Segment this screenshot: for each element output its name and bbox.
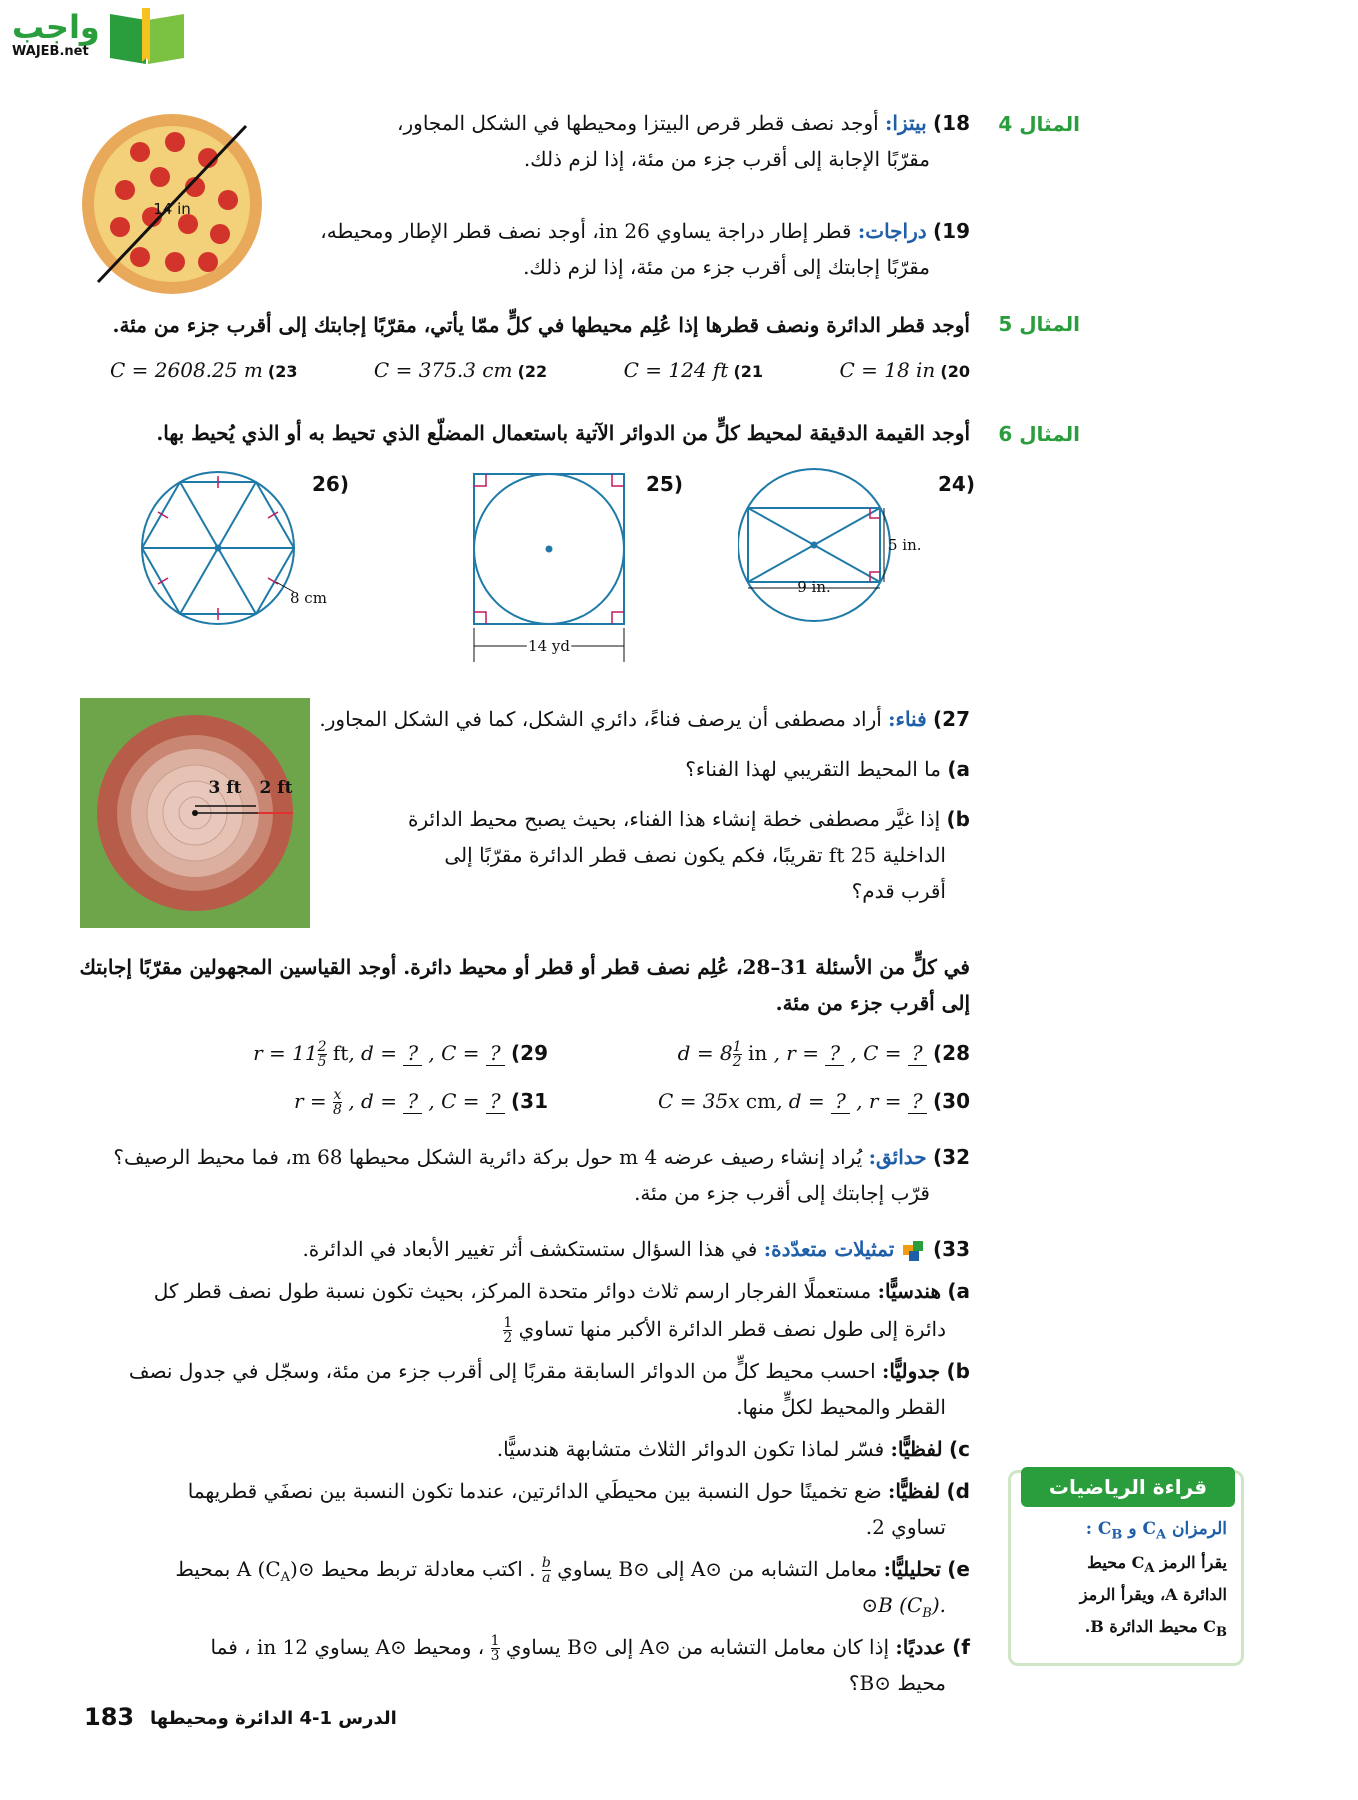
q33-d2: تساوي 2. [865,1515,946,1539]
reading-line3: الدائرة A، ويقرأ الرمز [1079,1585,1227,1604]
q28-31-intro2: إلى أقرب جزء من مئة. [775,991,970,1015]
q29: 29) r = 11 $\frac{2}{5}$ ft, d = ? , C = ? [253,1039,548,1070]
q30: 30) C = 35x cm, d = ? , r = ? [658,1089,970,1113]
q22: 22) C = 375.3 cm [373,358,548,382]
q26-number: 26) [312,472,349,496]
book-icon [106,4,188,66]
patio-outer-label: 2 ft [259,778,293,798]
q33-b1: b) جدوليًّا: احسب محيط كلٍّ من الدوائر السابقة مقربًا إلى أقرب جزء من مئة، وسجّل في جدول نصف [128,1359,970,1383]
reading-line1: الرمزان $C_A$ و $C_B$ : [1085,1519,1227,1543]
q33-f1: f) عدديًا: إذا كان معامل التشابه من ⊙A إلى ⊙B يساوي $\frac{1}{3}$ ، ومحيط ⊙A يساوي 12 in ، فما [210,1633,970,1664]
q24-figure [738,468,928,628]
page-number: 183 [84,1703,135,1731]
ex5-instruction: أوجد قطر الدائرة ونصف قطرها إذا عُلِم محيطها في كلٍّ ممّا يأتي، مقرّبًا إجابتك إلى أقرب جزء من مئة. [112,313,970,337]
q32-line1: 32) حدائق: يُراد إنشاء رصيف عرضه 4 m حول بركة دائرية الشكل محيطها 68 m، فما محيط الرصيف؟ [113,1145,970,1169]
logo-arabic: واجب [12,8,100,46]
logo-latin: WAJEB.net [12,44,89,59]
ex6-instruction: أوجد القيمة الدقيقة لمحيط كلٍّ من الدوائر الآتية باستعمال المضلّع الذي تحيط به أو الذي يُحيط بها. [156,421,970,445]
pizza-figure [80,112,264,296]
lesson-title: الدرس 1-4 الدائرة ومحيطها [150,1708,397,1729]
q18-text1: أوجد نصف قطر قرص البيتزا ومحيطها في الشكل المجاور، [397,111,879,135]
q28-31-intro1: في كلٍّ من الأسئلة 31–28، عُلِم نصف قطر أو قطر أو محيط دائرة. أوجد القياسين المجهولين مقرّبًا إجابتك [79,955,970,979]
example-4-label: المثال 4 [998,112,1080,136]
q18-label: بيتزا: [885,111,927,135]
q33-a2: دائرة إلى طول نصف قطر الدائرة الأكبر منها تساوي $\frac{1}{2}$ [503,1315,946,1346]
patio-figure [80,698,310,928]
q33-a1: a) هندسيًّا: مستعملًا الفرجار ارسم ثلاث دوائر متحدة المركز، بحيث تكون نسبة طول نصف قطر كل [153,1279,970,1303]
example-5-label: المثال 5 [998,312,1080,336]
q24-number: 24) [938,472,975,496]
q27-a: a) ما المحيط التقريبي لهذا الفناء؟ [685,757,970,781]
q27-line1: 27) فناء: أراد مصطفى أن يرصف فناءً، دائري الشكل، كما في الشكل المجاور. [319,707,970,731]
reading-math-title: قراءة الرياضيات [1021,1467,1235,1507]
q27-b3: أقرب قدم؟ [851,879,946,903]
q33-c: c) لفظيًّا: فسّر لماذا تكون الدوائر الثلاث متشابهة هندسيًّا. [496,1437,970,1461]
q25-side-label: 14 yd [528,637,570,655]
q24-side-label: 5 in. [888,536,922,554]
q18-line1 [397,110,970,136]
q20-23-row [110,358,970,388]
example-6-label: المثال 6 [998,422,1080,446]
q33-d1: d) لفظيًّا: ضع تخمينًا حول النسبة بين محيطَي الدائرتين، عندما تكون النسبة بين نصفَي قطريهما [187,1479,970,1503]
q19-number: 19) [933,219,970,243]
wajeb-logo [0,0,190,70]
q25-number: 25) [646,472,683,496]
q26-figure [136,468,332,632]
q26-side-label: 8 cm [290,589,327,607]
q24-base-label: 9 in. [797,578,831,596]
multiple-representations-icon [901,1239,927,1263]
q20: 20) C = 18 in [839,358,970,382]
q27-b1: b) إذا غيَّر مصطفى خطة إنشاء هذا الفناء، بحيث يصبح محيط الدائرة [408,807,970,831]
q33-b2: القطر والمحيط لكلٍّ منها. [736,1395,946,1419]
q27-b2: الداخلية 25 ft تقريبًا، فكم يكون نصف قطر الدائرة مقرّبًا إلى [444,843,946,867]
patio-inner-label: 3 ft [208,778,242,798]
q19-label: دراجات: [857,219,927,243]
q18-number: 18) [933,111,970,135]
q18-line2: مقرّبًا الإجابة إلى أقرب جزء من مئة، إذا لزم ذلك. [523,147,930,171]
q31: 31) r = $\frac{x}{8}$ , d = ? , C = ? [294,1087,548,1118]
q21: 21) C = 124 ft [623,358,764,382]
q33-f2: محيط ⊙B؟ [848,1671,946,1695]
q33-intro: 33) تمثيلات متعدّدة: في هذا السؤال ستستكشف أثر تغيير الأبعاد في الدائرة. [302,1237,970,1261]
q23: 23) C = 2608.25 m [110,358,298,382]
q19-line1 [320,218,970,244]
reading-math-box [1008,1470,1244,1666]
pizza-diameter-label: 14 in [153,200,191,218]
q28: 28) d = 8 $\frac{1}{2}$ in , r = ? , C = ? [677,1039,970,1070]
q32-line2: قرّب إجابتك إلى أقرب جزء من مئة. [634,1181,930,1205]
q19-line2: مقرّبًا إجابتك إلى أقرب جزء من مئة، إذا لزم ذلك. [523,255,930,279]
reading-line2: يقرأ الرمز $C_A$ محيط [1087,1553,1227,1577]
q33-e1: e) تحليليًّا: معامل التشابه من ⊙A إلى ⊙B يساوي $\frac{b}{a}$ . اكتب معادلة تربط محيط ⊙A $(C_A)$ بمحيط [175,1555,970,1586]
q19-text1: قطر إطار دراجة يساوي 26 in، أوجد نصف قطر الإطار ومحيطه، [320,219,852,243]
q33-e2: ⊙B $(C_B)$. [861,1593,946,1621]
reading-line4: $C_B$ محيط الدائرة B. [1084,1617,1227,1641]
q25-figure [468,470,630,668]
